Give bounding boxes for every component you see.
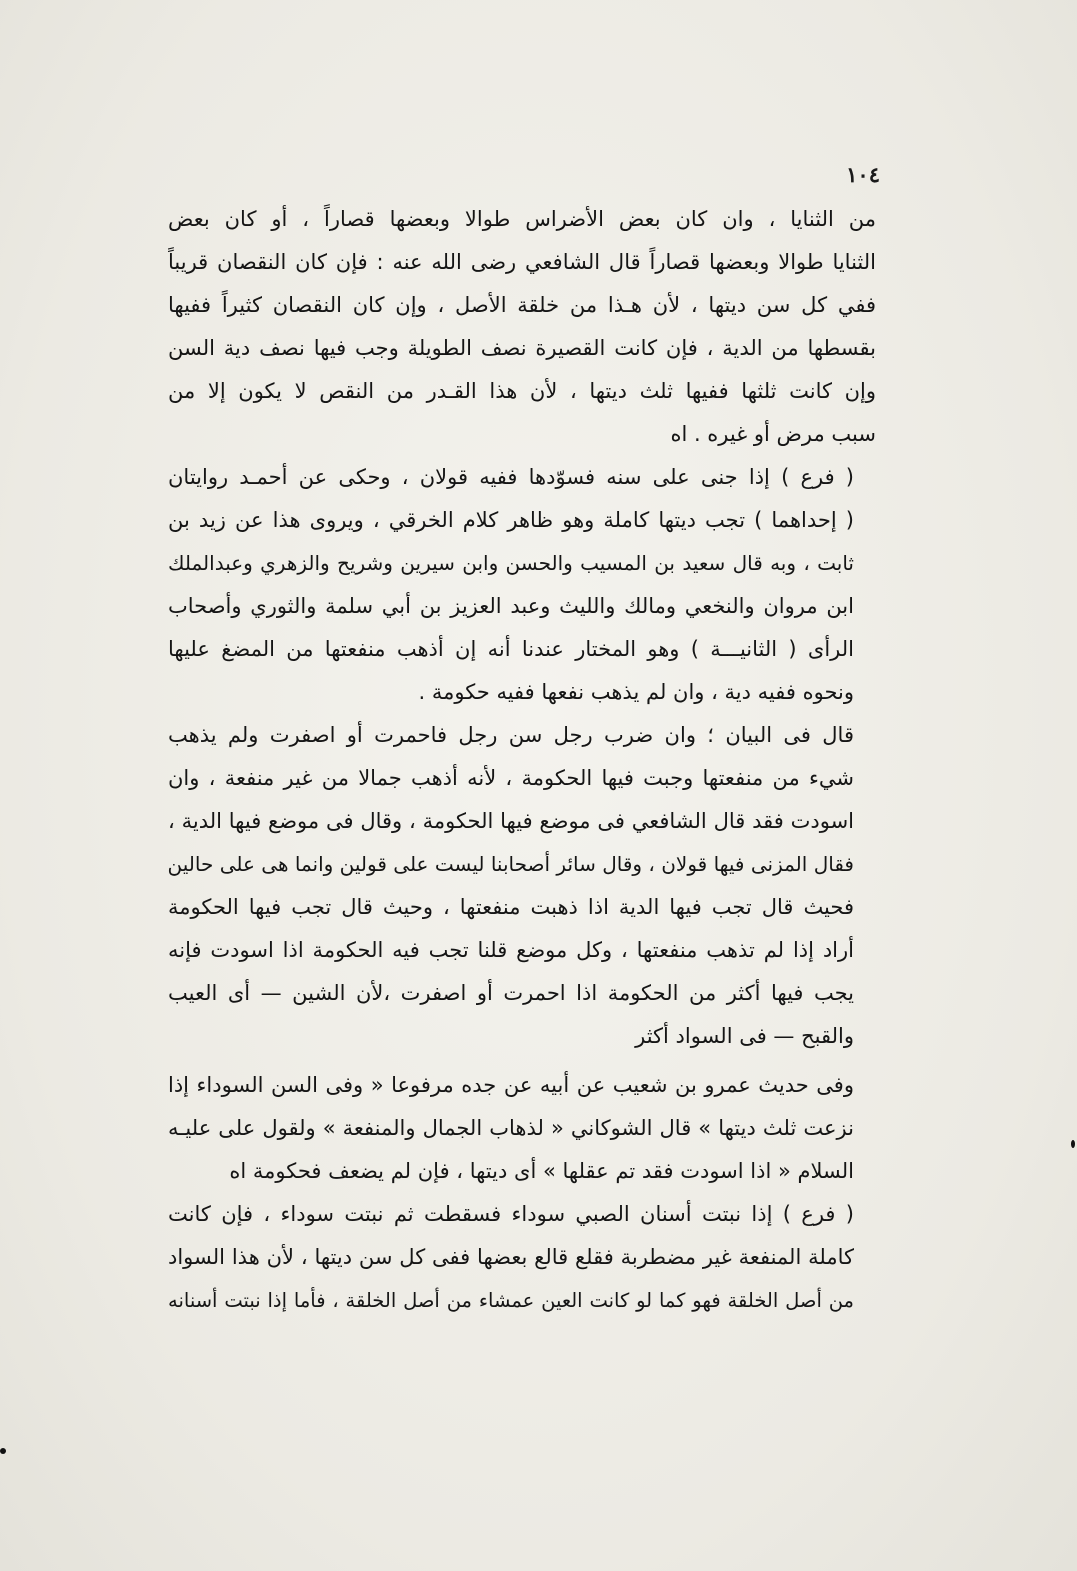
text-line: الثنايا طوالا وبعضها قصاراً قال الشافعي رضى الله عنه : فإن كان النقصان قريباً	[168, 250, 876, 274]
text-line: ففي كل سن ديتها ، لأن هـذا من خلقة الأصل ، وإن كان النقصان كثيراً ففيها	[168, 293, 876, 317]
text-line: يجب فيها أكثر من الحكومة اذا احمرت أو اصفرت ،لأن الشين — أى العيب	[168, 981, 854, 1005]
text-line: قال فى البيان ؛ وان ضرب رجل سن رجل فاحمرت أو اصفرت ولم يذهب	[168, 723, 854, 747]
text-line: وإن كانت ثلثها ففيها ثلث ديتها ، لأن هذا القـدر من النقص لا يكون إلا من	[168, 379, 876, 403]
text-line: بقسطها من الدية ، فإن كانت القصيرة نصف الطويلة وجب فيها نصف دية السن	[168, 336, 876, 360]
text-line: اسودت فقد قال الشافعي فى موضع فيها الحكومة ، وقال فى موضع فيها الدية ،	[168, 809, 854, 833]
text-line: شيء من منفعتها وجبت فيها الحكومة ، لأنه أذهب جمالا من غير منفعة ، وان	[168, 766, 854, 790]
text-line: ابن مروان والنخعي ومالك والليث وعبد العزيز بن أبي سلمة والثوري وأصحاب	[168, 594, 854, 618]
text-line: ( فرع ) إذا جنى على سنه فسوّدها ففيه قولان ، وحكى عن أحمـد روايتان	[168, 465, 854, 489]
page-number: ١٠٤	[846, 162, 880, 187]
scan-speck	[1071, 1140, 1075, 1148]
paragraph-4	[168, 1064, 876, 1193]
text-line: فحيث قال تجب فيها الدية اذا ذهبت منفعتها ، وحيث قال تجب فيها الحكومة	[168, 895, 854, 919]
text-line: ( إحداهما ) تجب ديتها كاملة وهو ظاهر كلام الخرقي ، ويروى هذا عن زيد بن	[168, 508, 854, 532]
text-line: نزعت ثلث ديتها » قال الشوكاني « لذهاب الجمال والمنفعة » ولقول على عليـه	[168, 1116, 854, 1140]
paragraph-2	[168, 456, 876, 714]
text-line: كاملة المنفعة غير مضطربة فقلع قالع بعضها ففى كل سن ديتها ، لأن هذا السواد	[168, 1245, 854, 1269]
text-line: الرأى ( الثانيـــة ) وهو المختار عندنا أنه إن أذهب منفعتها من المضغ عليها	[168, 637, 854, 661]
text-line: ثابت ، وبه قال سعيد بن المسيب والحسن وابن سيرين وشريح والزهري وعبدالملك	[168, 551, 854, 575]
text-line: ( فرع ) إذا نبتت أسنان الصبي سوداء فسقطت ثم نبتت سوداء ، فإن كانت	[168, 1202, 854, 1226]
paragraph-5	[168, 1193, 876, 1322]
text-line: من الثنايا ، وان كان بعض الأضراس طوالا وبعضها قصاراً ، أو كان بعض	[168, 207, 876, 231]
text-line: السلام « اذا اسودت فقد تم عقلها » أى ديتها ، فإن لم يضعف فحكومة اه	[229, 1159, 854, 1183]
scan-speck	[0, 1448, 6, 1454]
text-line: أراد إذا لم تذهب منفعتها ، وكل موضع قلنا تجب فيه الحكومة اذا اسودت فإنه	[168, 938, 854, 962]
paragraph-1	[168, 198, 876, 456]
text-line: والقبح — فى السواد أكثر	[635, 1024, 854, 1048]
text-line: فقال المزنى فيها قولان ، وقال سائر أصحابنا ليست على قولين وانما هى على حالين	[168, 852, 854, 876]
text-line: ونحوه ففيه دية ، وان لم يذهب نفعها ففيه حكومة .	[418, 680, 854, 704]
body-text	[168, 198, 876, 1322]
text-line: وفى حديث عمرو بن شعيب عن أبيه عن جده مرفوعا « وفى السن السوداء إذا	[168, 1073, 854, 1097]
text-line: من أصل الخلقة فهو كما لو كانت العين عمشاء من أصل الخلقة ، فأما إذا نبتت أسنانه	[168, 1289, 854, 1312]
paragraph-3	[168, 714, 876, 1058]
text-line: سبب مرض أو غيره . اه	[670, 422, 876, 446]
